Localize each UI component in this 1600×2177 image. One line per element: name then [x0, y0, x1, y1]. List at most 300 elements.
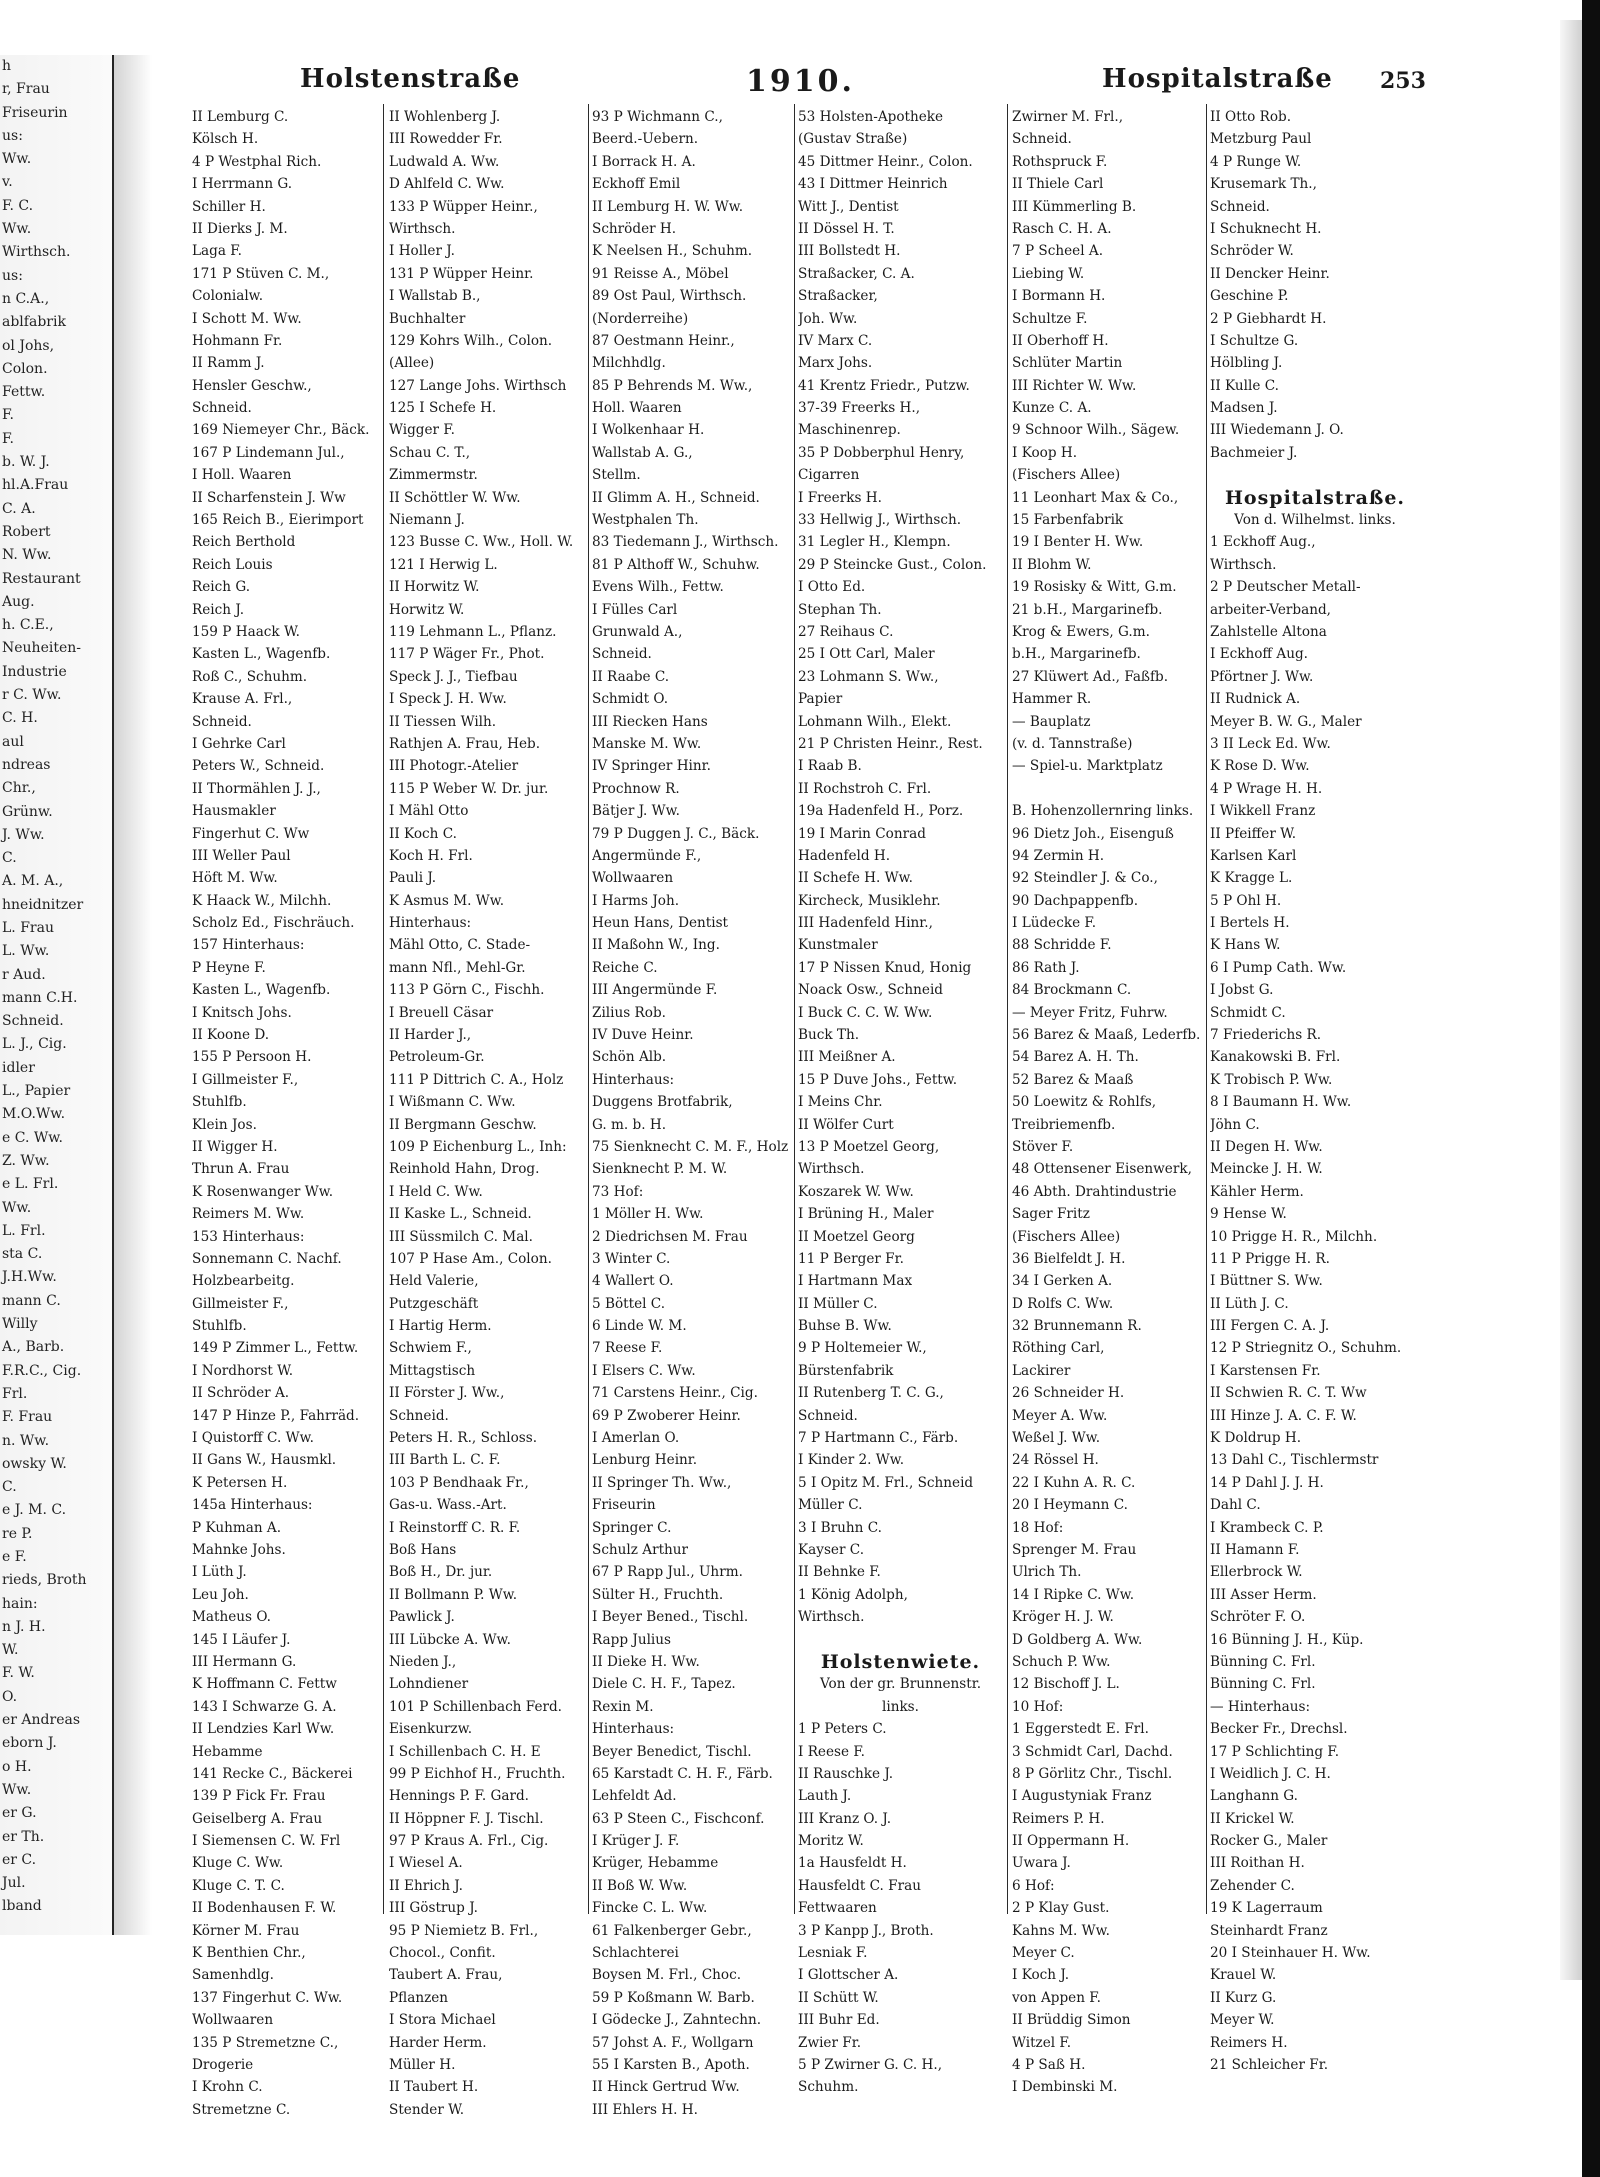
- directory-entry: 83 Tiedemann J., Wirthsch.: [592, 534, 779, 551]
- directory-entry: Kircheck, Musiklehr.: [798, 892, 941, 909]
- directory-entry: 13 P Moetzel Georg,: [798, 1138, 940, 1155]
- directory-entry: Schneid.: [192, 713, 252, 730]
- directory-entry: 33 Hellwig J., Wirthsch.: [798, 512, 962, 529]
- directory-entry: Lackirer: [1012, 1362, 1071, 1379]
- facing-page-line: re P.: [2, 1525, 33, 1542]
- directory-entry: 19 K Lagerraum: [1210, 1900, 1323, 1917]
- directory-entry: Straßacker,: [798, 288, 878, 305]
- directory-entry: II Brüddig Simon: [1012, 2012, 1131, 2029]
- directory-entry: II Hinck Gertrud Ww.: [592, 2079, 740, 2096]
- directory-entry: 7 P Scheel A.: [1012, 243, 1104, 260]
- directory-entry: Schultze F.: [1012, 310, 1088, 327]
- directory-entry: 13 Dahl C., Tischlermstr: [1210, 1452, 1379, 1469]
- directory-entry: 9 Hense W.: [1210, 1206, 1287, 1223]
- directory-entry: I Hartmann Max: [798, 1273, 913, 1290]
- directory-entry: 6 I Pump Cath. Ww.: [1210, 959, 1347, 976]
- directory-entry: Bünning C. Frl.: [1210, 1653, 1316, 1670]
- directory-entry: Noack Osw., Schneid: [798, 982, 943, 999]
- directory-entry: Bünning C. Frl.: [1210, 1676, 1316, 1693]
- directory-entry: Müller H.: [389, 2056, 456, 2073]
- directory-entry: K Hoffmann C. Fettw: [192, 1676, 337, 1693]
- scan-border: [1582, 0, 1600, 2177]
- directory-entry: 121 I Herwig L.: [389, 556, 498, 573]
- directory-entry: Langhann G.: [1210, 1788, 1298, 1805]
- directory-entry: 159 P Haack W.: [192, 623, 300, 640]
- facing-page-line: lband: [2, 1898, 42, 1915]
- directory-entry: Reimers H.: [1210, 2034, 1288, 2051]
- directory-entry: Röthing Carl,: [1012, 1340, 1105, 1357]
- directory-entry: II Dierks J. M.: [192, 220, 288, 237]
- directory-entry: Fincke C. L. Ww.: [592, 1900, 708, 1917]
- directory-entry: II Gans W., Hausmkl.: [192, 1452, 337, 1469]
- directory-entry: Weßel J. Ww.: [1012, 1430, 1101, 1447]
- directory-entry: 81 P Althoff W., Schuhw.: [592, 556, 760, 573]
- directory-entry: II Blohm W.: [1012, 556, 1092, 573]
- directory-entry: 21 P Christen Heinr., Rest.: [798, 735, 983, 752]
- directory-entry: 35 P Dobberphul Henry,: [798, 444, 965, 461]
- directory-entry: Niemann J.: [389, 512, 465, 529]
- directory-entry: I Quistorff C. Ww.: [192, 1430, 314, 1447]
- directory-entry: Chocol., Confit.: [389, 1945, 496, 1962]
- directory-entry: Stuhlfb.: [192, 1318, 247, 1335]
- directory-entry: I Dembinski M.: [1012, 2079, 1118, 2096]
- directory-entry: Hensler Geschw.,: [192, 377, 312, 394]
- directory-entry: 3 I Bruhn C.: [798, 1519, 882, 1536]
- directory-entry: Kasten L., Wagenfb.: [192, 982, 331, 999]
- directory-entry: Schneid.: [192, 400, 252, 417]
- facing-page-line: v.: [2, 174, 13, 191]
- facing-page-line: Restaurant: [2, 570, 81, 587]
- column-divider: [794, 104, 795, 1914]
- directory-entry: Witt J., Dentist: [798, 198, 899, 215]
- directory-entry: 89 Ost Paul, Wirthsch.: [592, 288, 747, 305]
- directory-entry: 91 Reisse A., Möbel: [592, 265, 729, 282]
- facing-page-line: Ww.: [2, 151, 32, 168]
- directory-entry: I Otto Ed.: [798, 579, 866, 596]
- directory-entry: III Kranz O. J.: [798, 1810, 892, 1827]
- directory-entry: 169 Niemeyer Chr., Bäck.: [192, 422, 370, 439]
- facing-page-line: er C.: [2, 1851, 37, 1868]
- directory-entry: 57 Johst A. F., Wollgarn: [592, 2034, 754, 2051]
- directory-entry: I Buck C. C. W. Ww.: [798, 1004, 933, 1021]
- directory-entry: Putzgeschäft: [389, 1295, 479, 1312]
- facing-page-line: M.O.Ww.: [2, 1106, 66, 1123]
- directory-entry: I Amerlan O.: [592, 1430, 680, 1447]
- facing-page-line: F.: [2, 407, 14, 424]
- directory-entry: (Fischers Allee): [1012, 467, 1121, 484]
- directory-entry: 24 Rössel H.: [1012, 1452, 1099, 1469]
- directory-entry: 84 Brockmann C.: [1012, 982, 1132, 999]
- facing-page-line: A., Barb.: [2, 1339, 65, 1356]
- directory-entry: Kähler Herm.: [1210, 1183, 1304, 1200]
- directory-entry: Dahl C.: [1210, 1497, 1261, 1514]
- facing-page-line: J. Ww.: [2, 826, 45, 843]
- directory-entry: II Kulle C.: [1210, 377, 1279, 394]
- directory-entry: [798, 1629, 1003, 1651]
- directory-entry: I Brüning H., Maler: [798, 1206, 934, 1223]
- directory-entry: II Dössel H. T.: [798, 220, 895, 237]
- directory-entry: Lohmann Wilh., Elekt.: [798, 713, 952, 730]
- directory-entry: II Degen H. Ww.: [1210, 1138, 1323, 1155]
- facing-page-line: er Andreas: [2, 1712, 81, 1729]
- directory-entry: 14 P Dahl J. J. H.: [1210, 1474, 1324, 1491]
- directory-entry: Meyer A. Ww.: [1012, 1407, 1108, 1424]
- facing-page-line: ablfabrik: [2, 314, 66, 331]
- directory-entry: I Meins Chr.: [798, 1094, 883, 1111]
- facing-page-line: C.: [2, 850, 17, 867]
- facing-page-line: Friseurin: [2, 104, 68, 121]
- directory-entry: II Thormählen J. J.,: [192, 780, 321, 797]
- directory-column-6: [1210, 106, 1420, 2076]
- directory-entry: 97 P Kraus A. Frl., Cig.: [389, 1833, 549, 1850]
- directory-entry: Schneid.: [1012, 131, 1072, 148]
- directory-column-1: [192, 106, 377, 2121]
- directory-entry: III Bollstedt H.: [798, 243, 901, 260]
- directory-entry: 2 P Deutscher Metall-: [1210, 579, 1361, 596]
- street-subheading: Von der gr. Brunnenstr.: [819, 1676, 982, 1693]
- facing-page-line: hain:: [2, 1595, 38, 1612]
- directory-entry: 6 Linde W. M.: [592, 1318, 687, 1335]
- directory-entry: Reimers P. H.: [1012, 1810, 1105, 1827]
- directory-entry: 8 I Baumann H. Ww.: [1210, 1094, 1352, 1111]
- directory-entry: Petroleum-Gr.: [389, 1049, 485, 1066]
- header-right-street: Hospitalstraße: [1102, 64, 1333, 94]
- directory-entry: II Moetzel Georg: [798, 1228, 915, 1245]
- directory-entry: Ludwald A. Ww.: [389, 153, 500, 170]
- directory-entry: I Herrmann G.: [192, 176, 293, 193]
- directory-entry: II Lüth J. C.: [1210, 1295, 1289, 1312]
- directory-entry: 109 P Eichenburg L., Inh:: [389, 1138, 567, 1155]
- directory-entry: 23 Lohmann S. Ww.,: [798, 668, 939, 685]
- header-year: 1910.: [746, 64, 855, 99]
- directory-entry: 141 Recke C., Bäckerei: [192, 1765, 353, 1782]
- directory-entry: Stremetzne C.: [192, 2101, 291, 2118]
- directory-entry: I Lüth J.: [192, 1564, 247, 1581]
- facing-page-line: Ww.: [2, 221, 32, 238]
- facing-page-line: L. Ww.: [2, 943, 50, 960]
- directory-entry: Milchhdlg.: [592, 355, 666, 372]
- directory-entry: Schneid.: [798, 1407, 858, 1424]
- building-section-label: 10 Hof:: [1012, 1698, 1064, 1715]
- directory-entry: I Holl. Waaren: [192, 467, 292, 484]
- directory-entry: Papier: [798, 691, 843, 708]
- directory-entry: 17 P Schlichting F.: [1210, 1743, 1340, 1760]
- directory-entry: 54 Barez A. H. Th.: [1012, 1049, 1139, 1066]
- directory-entry: 19 I Benter H. Ww.: [1012, 534, 1144, 551]
- facing-page-line: L., Papier: [2, 1083, 71, 1100]
- directory-entry: III Lübcke A. Ww.: [389, 1631, 511, 1648]
- directory-entry: II Koch C.: [389, 825, 457, 842]
- facing-page-edge: [0, 55, 114, 1935]
- directory-entry: Boß H., Dr. jur.: [389, 1564, 493, 1581]
- directory-entry: Reich J.: [192, 601, 245, 618]
- directory-entry: 4 P Westphal Rich.: [192, 153, 322, 170]
- facing-page-line: hl.A.Frau: [2, 477, 69, 494]
- directory-entry: 145 I Läufer J.: [192, 1631, 291, 1648]
- directory-entry: II Bergmann Geschw.: [389, 1116, 537, 1133]
- facing-page-line: N. Ww.: [2, 547, 52, 564]
- directory-entry: 92 Steindler J. & Co.,: [1012, 870, 1158, 887]
- directory-entry: 16 Bünning J. H., Küp.: [1210, 1631, 1364, 1648]
- facing-page-line: e J. M. C.: [2, 1502, 67, 1519]
- directory-entry: Rasch C. H. A.: [1012, 220, 1112, 237]
- directory-entry: Krusemark Th.,: [1210, 176, 1317, 193]
- directory-entry: Reimers M. Ww.: [192, 1206, 305, 1223]
- directory-entry: 55 I Karsten B., Apoth.: [592, 2056, 750, 2073]
- directory-entry: Schön Alb.: [592, 1049, 667, 1066]
- facing-page-line: Willy: [2, 1316, 38, 1333]
- directory-entry: II Rutenberg T. C. G.,: [798, 1385, 944, 1402]
- directory-entry: I Krohn C.: [192, 2079, 263, 2096]
- directory-entry: 88 Schridde F.: [1012, 937, 1112, 954]
- directory-entry: Thrun A. Frau: [192, 1161, 290, 1178]
- directory-entry: II Rochstroh C. Frl.: [798, 780, 932, 797]
- directory-entry: I Koch J.: [1012, 1967, 1070, 1984]
- directory-entry: III Asser Herm.: [1210, 1586, 1317, 1603]
- directory-entry: 115 P Weber W. Dr. jur.: [389, 780, 549, 797]
- facing-page-line: er Th.: [2, 1828, 45, 1845]
- directory-entry: 131 P Wüpper Heinr.: [389, 265, 534, 282]
- directory-entry: 41 Krentz Friedr., Putzw.: [798, 377, 970, 394]
- directory-entry: 167 P Lindemann Jul.,: [192, 444, 345, 461]
- directory-entry: I Bertels H.: [1210, 915, 1290, 932]
- directory-entry: II Wohlenberg J.: [389, 109, 501, 125]
- directory-entry: K Haack W., Milchh.: [192, 892, 332, 909]
- directory-entry: Bürstenfabrik: [798, 1362, 894, 1379]
- directory-entry: 7 Friederichs R.: [1210, 1027, 1322, 1044]
- directory-entry: Hadenfeld H.: [798, 847, 891, 864]
- facing-page-line: F. W.: [2, 1665, 35, 1682]
- directory-entry: 101 P Schillenbach Ferd.: [389, 1698, 563, 1715]
- directory-entry: 59 P Koßmann W. Barb.: [592, 1989, 755, 2006]
- directory-entry: Hausfeldt C. Frau: [798, 1877, 921, 1894]
- directory-entry: Schlachterei: [592, 1945, 679, 1962]
- directory-entry: 79 P Duggen J. C., Bäck.: [592, 825, 760, 842]
- directory-entry: 1 Eggerstedt E. Frl.: [1012, 1721, 1149, 1738]
- directory-entry: II Rauschke J.: [798, 1765, 894, 1782]
- directory-entry: 8 P Görlitz Chr., Tischl.: [1012, 1765, 1173, 1782]
- directory-entry: 15 Farbenfabrik: [1012, 512, 1124, 529]
- directory-entry: D Rolfs C. Ww.: [1012, 1295, 1114, 1312]
- facing-page-line: J.H.Ww.: [2, 1269, 57, 1286]
- directory-entry: 9 Schnoor Wilh., Sägew.: [1012, 422, 1180, 439]
- directory-entry: Witzel F.: [1012, 2034, 1072, 2051]
- directory-entry: 87 Oestmann Heinr.,: [592, 332, 735, 349]
- directory-entry: 3 Winter C.: [592, 1250, 671, 1267]
- directory-entry: von Appen F.: [1012, 1989, 1101, 2006]
- directory-entry: Geschine P.: [1210, 288, 1289, 305]
- facing-page-line: mann C.: [2, 1292, 61, 1309]
- directory-entry: II Bollmann P. Ww.: [389, 1586, 518, 1603]
- building-section-label: 18 Hof:: [1012, 1519, 1064, 1536]
- directory-entry: 5 P Zwirner G. C. H.,: [798, 2056, 943, 2073]
- directory-entry: 19 Rosisky & Witt, G.m.: [1012, 579, 1177, 596]
- directory-entry: Gas-u. Wass.-Art.: [389, 1497, 507, 1514]
- directory-entry: II Boß W. Ww.: [592, 1877, 688, 1894]
- directory-entry: 52 Barez & Maaß: [1012, 1071, 1134, 1088]
- directory-entry: 63 P Steen C., Fischconf.: [592, 1810, 765, 1827]
- facing-page-line: L. J., Cig.: [2, 1036, 67, 1053]
- directory-entry: Zehender C.: [1210, 1877, 1295, 1894]
- directory-entry: I Gehrke Carl: [192, 735, 286, 752]
- directory-entry: II Kurz G.: [1210, 1989, 1277, 2006]
- directory-entry: Schröder W.: [1210, 243, 1294, 260]
- directory-entry: I Holler J.: [389, 243, 456, 260]
- directory-entry: I Wolkenhaar H.: [592, 422, 705, 439]
- directory-entry: 9 P Holtemeier W.,: [798, 1340, 927, 1357]
- directory-entry: Schmidt C.: [1210, 1004, 1286, 1021]
- directory-entry: Buchhalter: [389, 310, 466, 327]
- directory-entry: Bätjer J. Ww.: [592, 803, 680, 820]
- directory-entry: I Wißmann C. Ww.: [389, 1094, 516, 1111]
- directory-entry: Stuhlfb.: [192, 1094, 247, 1111]
- directory-entry: Manske M. Ww.: [592, 735, 702, 752]
- directory-column-3: [592, 106, 790, 2121]
- directory-entry: 127 Lange Johs. Wirthsch: [389, 377, 567, 394]
- directory-entry: (Allee): [389, 355, 435, 372]
- directory-entry: 99 P Eichhof H., Fruchth.: [389, 1765, 566, 1782]
- directory-entry: II Scharfenstein J. Ww: [192, 489, 346, 506]
- directory-entry: III Meißner A.: [798, 1049, 896, 1066]
- facing-page-line: F. Frau: [2, 1409, 53, 1426]
- facing-page-line: A. M. A.,: [2, 873, 64, 890]
- directory-entry: 17 P Nissen Knud, Honig: [798, 959, 972, 976]
- directory-entry: Geiselberg A. Frau: [192, 1810, 323, 1827]
- directory-entry: Stender W.: [389, 2101, 465, 2118]
- directory-entry: — Meyer Fritz, Fuhrw.: [1012, 1004, 1168, 1021]
- directory-entry: Meyer C.: [1012, 1945, 1075, 1962]
- directory-entry: 107 P Hase Am., Colon.: [389, 1250, 552, 1267]
- directory-column-4: [798, 106, 1003, 2099]
- directory-entry: IV Marx C.: [798, 332, 873, 349]
- directory-entry: 61 Falkenberger Gebr.,: [592, 1922, 752, 1939]
- directory-entry: 45 Dittmer Heinr., Colon.: [798, 153, 973, 170]
- directory-entry: 50 Loewitz & Rohlfs,: [1012, 1094, 1157, 1111]
- directory-entry: Rexin M.: [592, 1698, 654, 1715]
- directory-entry: Lehfeldt Ad.: [592, 1788, 677, 1805]
- directory-entry: 11 P Berger Fr.: [798, 1250, 904, 1267]
- directory-entry: II Rudnick A.: [1210, 691, 1301, 708]
- directory-entry: III Süssmilch C. Mal.: [389, 1228, 533, 1245]
- directory-entry: 5 I Opitz M. Frl., Schneid: [798, 1474, 974, 1491]
- facing-page-line: Z. Ww.: [2, 1152, 50, 1169]
- directory-entry: Hammer R.: [1012, 691, 1092, 708]
- directory-entry: K Rose D. Ww.: [1210, 758, 1310, 775]
- street-heading: Hospitalstraße.: [1224, 486, 1406, 509]
- directory-entry: I Kinder 2. Ww.: [798, 1452, 905, 1469]
- directory-entry: II Oppermann H.: [1012, 1833, 1130, 1850]
- directory-entry: Klein Jos.: [192, 1116, 257, 1133]
- directory-entry: Buck Th.: [798, 1027, 860, 1044]
- directory-entry: 111 P Dittrich C. A., Holz: [389, 1071, 564, 1088]
- directory-entry: P Kuhman A.: [192, 1519, 282, 1536]
- directory-entry: Eisenkurzw.: [389, 1721, 473, 1738]
- directory-entry: I Bormann H.: [1012, 288, 1106, 305]
- directory-entry: 165 Reich B., Eierimport: [192, 512, 364, 529]
- facing-page-line: e C. Ww.: [2, 1129, 64, 1146]
- directory-entry: Harder Herm.: [389, 2034, 487, 2051]
- facing-page-line: C. A.: [2, 500, 36, 517]
- directory-entry: Steinhardt Franz: [1210, 1922, 1328, 1939]
- directory-entry: Becker Fr., Drechsl.: [1210, 1721, 1348, 1738]
- directory-entry: Maschinenrep.: [798, 422, 901, 439]
- directory-entry: Krüger, Hebamme: [592, 1855, 719, 1872]
- directory-entry: I Eckhoff Aug.: [1210, 646, 1308, 663]
- directory-entry: K Neelsen H., Schuhm.: [592, 243, 753, 260]
- directory-entry: — Spiel-u. Marktplatz: [1012, 758, 1163, 775]
- directory-entry: 75 Sienknecht C. M. F., Holz: [592, 1138, 789, 1155]
- building-section-label: 157 Hinterhaus:: [192, 937, 305, 954]
- directory-entry: Reich Berthold: [192, 534, 296, 551]
- directory-entry: 4 P Runge W.: [1210, 153, 1302, 170]
- directory-entry: III Angermünde F.: [592, 982, 718, 999]
- directory-entry: I Krambeck C. P.: [1210, 1519, 1324, 1536]
- header-left-street: Holstenstraße: [300, 64, 521, 94]
- directory-entry: III Wiedemann J. O.: [1210, 422, 1344, 439]
- directory-entry: 1a Hausfeldt H.: [798, 1855, 907, 1872]
- directory-entry: Eckhoff Emil: [592, 176, 681, 193]
- facing-page-line: O.: [2, 1688, 18, 1705]
- directory-entry: K Petersen H.: [192, 1474, 288, 1491]
- directory-entry: 37-39 Freerks H.,: [798, 400, 921, 417]
- directory-entry: 21 Schleicher Fr.: [1210, 2056, 1329, 2073]
- directory-entry: 119 Lehmann L., Pflanz.: [389, 623, 557, 640]
- directory-entry: 27 Reihaus C.: [798, 623, 894, 640]
- directory-entry: Evens Wilh., Fettw.: [592, 579, 724, 596]
- directory-entry: 147 P Hinze P., Fahrräd.: [192, 1407, 360, 1424]
- directory-entry: Kunstmaler: [798, 937, 878, 954]
- directory-entry: Samenhdlg.: [192, 1967, 274, 1984]
- facing-page-line: us:: [2, 127, 23, 144]
- directory-entry: III Göstrup J.: [389, 1900, 478, 1917]
- directory-entry: 43 I Dittmer Heinrich: [798, 176, 948, 193]
- directory-entry: K Benthien Chr.,: [192, 1945, 306, 1962]
- directory-entry: Sprenger M. Frau: [1012, 1542, 1137, 1558]
- directory-entry: Schlüter Martin: [1012, 355, 1123, 372]
- directory-entry: 3 II Leck Ed. Ww.: [1210, 735, 1331, 752]
- street-heading: Holstenwiete.: [820, 1650, 981, 1673]
- directory-entry: Holl. Waaren: [592, 400, 682, 417]
- directory-entry: Holzbearbeitg.: [192, 1273, 295, 1290]
- facing-page-line: us:: [2, 267, 23, 284]
- directory-entry: Kröger H. J. W.: [1012, 1609, 1114, 1626]
- directory-entry: K Hans W.: [1210, 937, 1281, 954]
- facing-page-line: Chr.,: [2, 780, 36, 797]
- directory-entry: Zimmermstr.: [389, 467, 478, 484]
- directory-entry: Krauel W.: [1210, 1967, 1277, 1984]
- directory-entry: 27 Klüwert Ad., Faßfb.: [1012, 668, 1169, 685]
- directory-entry: Kluge C. T. C.: [192, 1877, 285, 1894]
- directory-entry: Peters H. R., Schloss.: [389, 1430, 538, 1447]
- directory-entry: I Schuknecht H.: [1210, 220, 1322, 237]
- directory-entry: III Roithan H.: [1210, 1855, 1305, 1872]
- directory-entry: 133 P Wüpper Heinr.,: [389, 198, 538, 215]
- directory-entry: Mahnke Johs.: [192, 1542, 286, 1558]
- directory-entry: Schneid.: [389, 1407, 449, 1424]
- directory-entry: III Weller Paul: [192, 847, 291, 864]
- directory-entry: 103 P Bendhaak Fr.,: [389, 1474, 529, 1491]
- directory-entry: II Höppner F. J. Tischl.: [389, 1810, 544, 1827]
- facing-page-line: r C. Ww.: [2, 687, 62, 704]
- facing-page-line: rieds, Broth: [2, 1572, 87, 1589]
- directory-entry: 3 P Kanpp J., Broth.: [798, 1922, 934, 1939]
- directory-entry: 12 Bischoff J. L.: [1012, 1676, 1120, 1693]
- directory-entry: Koch H. Frl.: [389, 847, 473, 864]
- directory-entry: 5 Böttel C.: [592, 1295, 666, 1312]
- directory-entry: I Freerks H.: [798, 489, 882, 506]
- directory-entry: II Ramm J.: [192, 355, 265, 372]
- facing-page-line: L. Frl.: [2, 1222, 46, 1239]
